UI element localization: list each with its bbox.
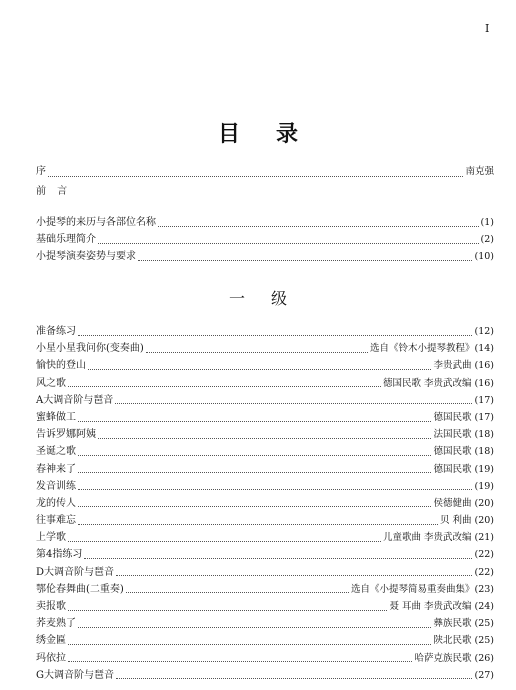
- toc-entry-title: 小提琴的来历与各部位名称: [36, 217, 156, 228]
- dot-leader: [68, 660, 412, 662]
- toc-entry[interactable]: [36, 248, 494, 265]
- toc-entry[interactable]: [36, 461, 494, 478]
- toc-entry-title: D大调音阶与琶音: [36, 566, 115, 578]
- toc-entry-ref: 选自《小提琴简易重奏曲集》(23): [350, 583, 494, 595]
- toc-entry-ref: (10): [474, 251, 494, 263]
- toc-entry-ref: 李贵武曲 (16): [433, 360, 494, 372]
- dot-leader: [88, 368, 431, 370]
- dot-leader: [78, 505, 431, 507]
- toc-entry-ref: 德国民歌 (19): [433, 463, 494, 475]
- dot-leader: [116, 677, 472, 679]
- toc-entry-title: 圣诞之歌: [36, 446, 76, 458]
- toc-entry[interactable]: [36, 375, 494, 392]
- toc-entry-ref: (19): [474, 480, 494, 492]
- toc-entry-title: 愉快的登山: [36, 360, 86, 372]
- dot-leader: [68, 385, 381, 387]
- toc-entry[interactable]: [36, 214, 494, 231]
- toc-entry[interactable]: [36, 443, 494, 460]
- toc-entry-title: 卖报歌: [36, 601, 66, 612]
- toc-entry-ref: (1): [480, 217, 494, 228]
- dot-leader: [78, 488, 472, 490]
- toc-entry[interactable]: [36, 529, 494, 546]
- toc-entry[interactable]: [36, 546, 494, 563]
- dot-leader: [146, 351, 368, 353]
- dot-leader: [78, 420, 431, 422]
- toc-preface: [36, 163, 494, 203]
- toc-entry-title: 序: [36, 166, 46, 177]
- dot-leader: [68, 643, 431, 645]
- toc-entry[interactable]: [36, 340, 494, 357]
- toc-entry-ref: 贝 利曲 (20): [439, 515, 494, 527]
- toc-entry-title: 龙的传人: [36, 497, 76, 509]
- toc-entry-title: 告诉罗娜阿姨: [36, 429, 96, 441]
- toc-entry-title: 风之歌: [36, 377, 66, 389]
- dot-leader: [116, 574, 472, 576]
- toc-entry[interactable]: [36, 409, 494, 426]
- toc-entry[interactable]: [36, 323, 494, 340]
- toc-entry-title: 基础乐理简介: [36, 234, 96, 246]
- toc-entry-ref: 陕北民歌 (25): [433, 635, 494, 647]
- toc-intro: [36, 214, 494, 266]
- toc-entry-ref: 南克强: [465, 166, 494, 177]
- toc-entry[interactable]: [36, 357, 494, 374]
- dot-leader: [78, 626, 431, 628]
- toc-entry-ref: 法国民歌 (18): [433, 429, 494, 441]
- toc-entry-title: 前 言: [36, 186, 72, 197]
- dot-leader: [48, 175, 463, 177]
- toc-entry-title: 玛依拉: [36, 652, 66, 664]
- toc-entry[interactable]: [36, 163, 494, 183]
- toc-entry-ref: 儿童歌曲 李贵武改编 (21): [382, 532, 494, 544]
- toc-entry-title: 上学歌: [36, 532, 66, 544]
- toc-entry[interactable]: [36, 392, 494, 409]
- toc-entry[interactable]: [36, 426, 494, 443]
- dot-leader: [98, 242, 479, 244]
- toc-entry-title: A大调音阶与琶音: [36, 394, 114, 406]
- toc-level1: [36, 323, 494, 684]
- dot-leader: [78, 471, 431, 473]
- toc-entry-ref: (27): [474, 669, 494, 681]
- toc-entry-title: 发音训练: [36, 480, 76, 492]
- toc-entry[interactable]: [36, 581, 494, 598]
- toc-entry-ref: (2): [480, 234, 494, 246]
- toc-entry-ref: 德国民歌 李贵武改编 (16): [382, 377, 494, 389]
- section-title: 一级: [228, 289, 313, 308]
- page-title: 目录: [217, 121, 334, 147]
- page-number: I: [485, 22, 490, 35]
- toc-entry-ref: (17): [474, 394, 494, 406]
- toc-entry-ref: 彝族民歌 (25): [433, 618, 494, 630]
- toc-entry-title: 春神来了: [36, 463, 76, 475]
- toc-entry-title: 蜜蜂做工: [36, 411, 76, 423]
- toc-entry-title: 小星小星我问你(变奏曲): [36, 343, 144, 355]
- toc-entry-ref: 哈萨克族民歌 (26): [414, 652, 494, 664]
- toc-entry[interactable]: [36, 495, 494, 512]
- toc-entry-ref: (22): [474, 549, 494, 561]
- toc-entry-title: 往事难忘: [36, 515, 76, 527]
- dot-leader: [68, 609, 387, 611]
- toc-entry[interactable]: [36, 632, 494, 649]
- toc-entry[interactable]: [36, 615, 494, 632]
- toc-entry[interactable]: [36, 667, 494, 684]
- toc-entry-title: 绣金匾: [36, 635, 66, 647]
- dot-leader: [98, 437, 431, 439]
- toc-entry[interactable]: [36, 598, 494, 615]
- toc-entry[interactable]: [36, 183, 494, 203]
- toc-entry-ref: (22): [474, 566, 494, 578]
- toc-entry[interactable]: [36, 650, 494, 667]
- toc-entry[interactable]: [36, 478, 494, 495]
- toc-entry[interactable]: [36, 564, 494, 581]
- toc-entry-title: 鄂伦春舞曲(二重奏): [36, 583, 124, 595]
- dot-leader: [115, 402, 472, 404]
- toc-entry-title: 荞麦熟了: [36, 618, 76, 630]
- toc-entry-title: 小提琴演奏姿势与要求: [36, 251, 136, 263]
- toc-entry-ref: 侯德健曲 (20): [433, 497, 494, 509]
- dot-leader: [78, 454, 431, 456]
- dot-leader: [78, 334, 472, 336]
- toc-entry-title: 第4指练习: [36, 549, 83, 561]
- toc-entry-title: G大调音阶与琶音: [36, 669, 114, 681]
- dot-leader: [138, 259, 472, 261]
- toc-entry-ref: 德国民歌 (17): [433, 411, 494, 423]
- toc-entry[interactable]: [36, 231, 494, 248]
- toc-entry-ref: (12): [474, 326, 494, 337]
- toc-entry-ref: 选自《铃木小提琴教程》(14): [369, 343, 494, 355]
- dot-leader: [78, 523, 438, 525]
- toc-entry-title: 准备练习: [36, 326, 76, 337]
- toc-entry-ref: 聂 耳曲 李贵武改编 (24): [389, 601, 494, 612]
- dot-leader: [158, 225, 479, 227]
- dot-leader: [68, 540, 381, 542]
- dot-leader: [84, 557, 472, 559]
- toc-entry-ref: 德国民歌 (18): [433, 446, 494, 458]
- toc-entry[interactable]: [36, 512, 494, 529]
- dot-leader: [126, 591, 349, 593]
